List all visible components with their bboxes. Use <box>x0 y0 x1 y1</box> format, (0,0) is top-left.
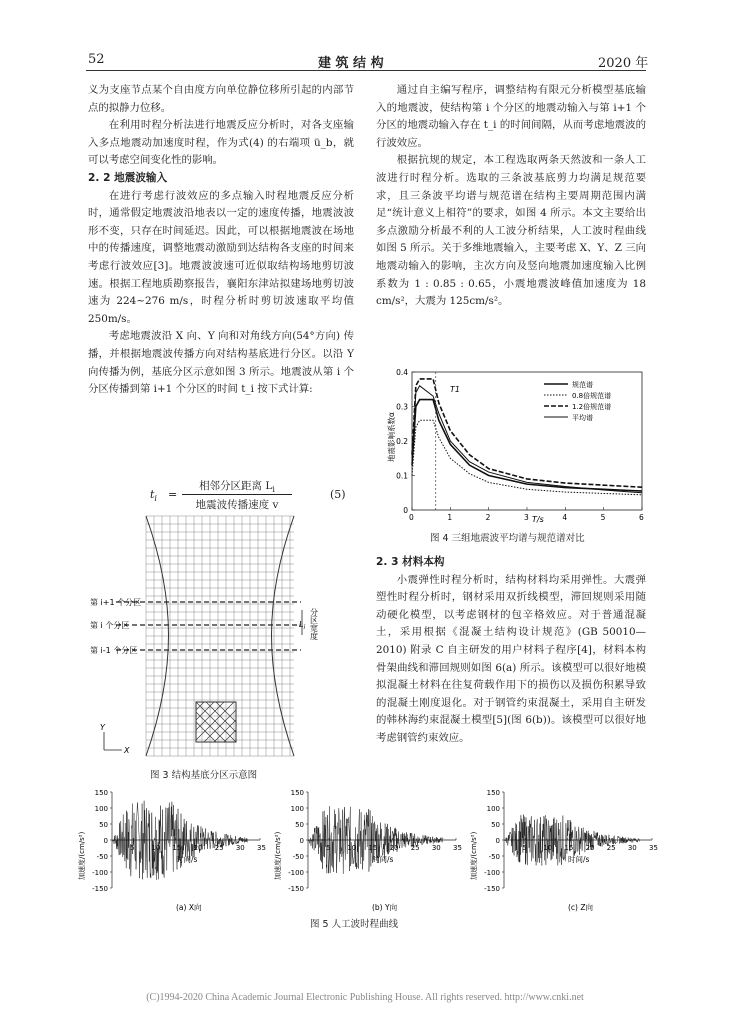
y-tick-label: 0 <box>103 837 108 845</box>
fig4-ylabel: 地震影响系数α <box>387 412 396 462</box>
x-tick-label: 10 <box>151 844 161 852</box>
series-line-1 <box>412 400 642 491</box>
x-tick-label: 0 <box>409 513 414 522</box>
panel-sublabel: (c) Z向 <box>568 903 593 912</box>
x-tick-label: 10 <box>543 844 553 852</box>
y-tick-label: 0.3 <box>396 402 408 412</box>
x-tick-label: 5 <box>522 844 527 852</box>
x-tick-label: 25 <box>606 844 616 852</box>
x-axis-label: X <box>124 746 130 755</box>
panel-sublabel: (b) Y向 <box>372 903 398 912</box>
x-tick-label: 2 <box>485 513 491 522</box>
eq-denominator: 地震波传播速度 v <box>195 499 279 511</box>
y-tick-label: 150 <box>486 789 500 797</box>
copyright-footer: (C)1994-2020 China Academic Journal Electronic Publishing House. All rights reserved. http://www.cnki.net <box>146 992 584 1003</box>
y-tick-label: 150 <box>290 789 304 797</box>
figure-5-charts <box>76 784 666 914</box>
paragraph: 考虑地震波沿 X 向、Y 向和对角线方向(54°方向) 传播，并根据地震波传播方向对结构基底进行分区。以沿 Y 向传播为例，基底分区示意如图 3 所示。地震波从第 i 个分区传播到第 i+1 个分区的时间 t_i 按下式计算: <box>88 330 354 396</box>
partition-width-label: 分区宽度 <box>309 608 319 640</box>
y-tick-label: 0 <box>403 506 408 515</box>
legend-label: 平均谱 <box>572 414 593 422</box>
right-column-top <box>376 82 646 311</box>
right-column-bottom <box>376 554 646 748</box>
label-partition-prev: 第 i-1 个分区 <box>90 646 138 655</box>
panel-xlabel: 时间/s <box>176 855 198 864</box>
x-tick-label: 20 <box>585 844 595 852</box>
legend-label: 规范谱 <box>572 381 593 389</box>
x-tick-label: 30 <box>627 844 637 852</box>
figure-5-caption: 图 5 人工波时程曲线 <box>310 919 399 930</box>
x-tick-label: 35 <box>649 844 658 852</box>
panel-xlabel: 时间/s <box>372 855 394 864</box>
header-rule <box>86 70 646 71</box>
year: 2020 年 <box>598 56 649 71</box>
y-tick-label: 0.1 <box>396 471 408 481</box>
figure-4-caption: 图 4 三组地震波平均谱与规范谱对比 <box>430 533 585 544</box>
y-tick-label: 50 <box>295 821 304 829</box>
panel-ylabel: 加速度/(cm/s²) <box>78 831 86 880</box>
x-tick-label: 6 <box>639 513 644 522</box>
y-tick-label: 0.4 <box>396 368 408 377</box>
y-tick-label: 50 <box>491 821 500 829</box>
y-tick-label: -150 <box>92 885 108 893</box>
paragraph: 小震弹性时程分析时，结构材料均采用弹性。大震弹塑性时程分析时，钢材采用双折线模型，滞回规则采用随动硬化模型，以考虑钢材的包辛格效应。对于普通混凝土，采用根据《混凝土结构设计规范》(GB 50010—2010) 附录 C 自主研发的用户材料子程序[4]，材料本构骨架曲线和滞回规则如图 6(a) 所示。该模型可以很好地模拟混凝土材料在往复荷载作用下的损伤以及损伤积累导致的混凝土刚度退化。对于钢管约束混凝土，采用自主研发的韩林海约束混凝土模型[5](图 6(b))。该模型可以很好地考虑钢管约束效应。 <box>376 573 646 744</box>
partition-lines <box>116 602 301 650</box>
y-tick-label: 0 <box>495 837 500 845</box>
y-tick-label: 150 <box>94 789 108 797</box>
y-tick-label: 0 <box>299 837 304 845</box>
panel-ylabel: 加速度/(cm/s²) <box>274 831 282 880</box>
x-tick-label: 25 <box>410 844 420 852</box>
x-tick-label: 20 <box>389 844 399 852</box>
label-partition-next: 第 i+1 个分区 <box>90 598 142 607</box>
y-tick-label: -100 <box>92 869 108 877</box>
eq-lhs: $t_i$ <box>150 488 157 504</box>
x-tick-label: 35 <box>453 844 462 852</box>
fraction-bar <box>182 494 292 495</box>
y-tick-label: 0.2 <box>396 437 408 446</box>
x-tick-label: 30 <box>431 844 441 852</box>
page-number: 52 <box>88 52 105 67</box>
y-tick-label: -150 <box>484 885 500 893</box>
x-tick-label: 15 <box>564 844 574 852</box>
journal-name: 建 筑 结 构 <box>318 56 384 71</box>
y-tick-label: -50 <box>96 853 108 861</box>
x-tick-label: 5 <box>130 844 135 852</box>
panel-sublabel: (a) X向 <box>176 903 202 912</box>
y-tick-label: -50 <box>488 853 500 861</box>
panel-ylabel: 加速度/(cm/s²) <box>470 831 478 880</box>
section-heading: 2. 2 地震波输入 <box>88 171 168 184</box>
x-tick-label: 10 <box>347 844 357 852</box>
x-tick-label: 20 <box>193 844 203 852</box>
fig4-xlabel: T/s <box>532 515 544 524</box>
paragraph: 在利用时程分析法进行地震反应分析时，对各支座输入多点地震动加速度时程，作为式(4) 的右端项 ü_b，就可以考虑空间变化性的影响。 <box>88 119 354 167</box>
y-tick-label: -150 <box>288 885 304 893</box>
y-axis-label: Y <box>100 723 105 732</box>
x-tick-label: 5 <box>600 513 606 522</box>
x-tick-label: 3 <box>524 513 529 522</box>
y-tick-label: -100 <box>288 869 304 877</box>
legend-label: 1.2倍规范谱 <box>572 403 612 411</box>
fig4-annotation: T1 <box>450 385 460 394</box>
series-line-4 <box>412 386 642 493</box>
label-partition-i: 第 i 个分区 <box>90 621 130 630</box>
figure-3-diagram <box>86 510 356 760</box>
x-tick-label: 1 <box>447 513 453 522</box>
x-tick-label: 15 <box>172 844 182 852</box>
y-tick-label: 100 <box>94 805 108 813</box>
x-tick-label: 30 <box>235 844 245 852</box>
paragraph: 在进行考虑行波效应的多点输入时程地震反应分析时，通常假定地震波沿地表以一定的速度传播，地震波波形不变，只存在时间延迟。因此，可以根据地震波在场地中的传播速度，调整地震动激励到达结构各支座的时间来考虑行波效应[3]。地震波波速可近似取结构场地剪切波速。根据工程地质勘察报告，襄阳东津站拟建场地剪切波速为 224~276 m/s，时程分析时剪切波速取平均值 250m/s。 <box>88 189 354 325</box>
y-tick-label: 50 <box>99 821 108 829</box>
left-column <box>88 82 354 399</box>
y-tick-label: -100 <box>484 869 500 877</box>
paragraph: 义为支座节点某个自由度方向单位静位移所引起的内部节点的拟静力位移。 <box>88 84 354 114</box>
x-tick-label: 4 <box>562 513 568 522</box>
eq-equals: = <box>168 488 178 501</box>
x-tick-label: 5 <box>326 844 331 852</box>
dimension-symbol: $L_i$ <box>299 620 306 631</box>
panel-xlabel: 时间/s <box>568 855 590 864</box>
equation-number: (5) <box>330 488 346 501</box>
paragraph: 通过自主编写程序，调整结构有限元分析模型基底输入的地震波，使结构第 i 个分区的地震动输入与第 i+1 个分区的地震动输入存在 t_i 的时间间隔，从而考虑地震波的行波效应。 <box>376 84 646 149</box>
x-tick-label: 35 <box>257 844 266 852</box>
y-tick-label: -50 <box>292 853 304 861</box>
paragraph: 根据抗规的规定，本工程选取两条天然波和一条人工波进行时程分析。选取的三条波基底剪力均满足规范要求，且三条波平均谱与规范谱在结构主要周期范围内满足“统计意义上相符”的要求，如图 4 所示。本文主要给出多点激励分析最不利的人工波分析结果，人工波时程曲线如图 5 所示。关于多维地震输入，主要考虑 X、Y、Z 三向地震动输入的影响，主次方向及竖向地震加速度输入比例系数为 1 : 0.85 : 0.65，小震地震波峰值加速度为 18 cm/s²，大震为 125cm/s²。 <box>376 154 646 308</box>
equation-5 <box>150 478 360 514</box>
y-tick-label: 100 <box>486 805 500 813</box>
x-tick-label: 15 <box>368 844 378 852</box>
figure-4-chart <box>382 362 650 524</box>
eq-numerator: 相邻分区距离 $L_i$ <box>199 480 275 495</box>
y-tick-label: 100 <box>290 805 304 813</box>
x-tick-label: 25 <box>214 844 224 852</box>
figure-3-caption: 图 3 结构基底分区示意图 <box>150 770 258 781</box>
legend-label: 0.8倍规范谱 <box>572 392 612 400</box>
section-heading: 2. 3 材料本构 <box>376 556 445 568</box>
